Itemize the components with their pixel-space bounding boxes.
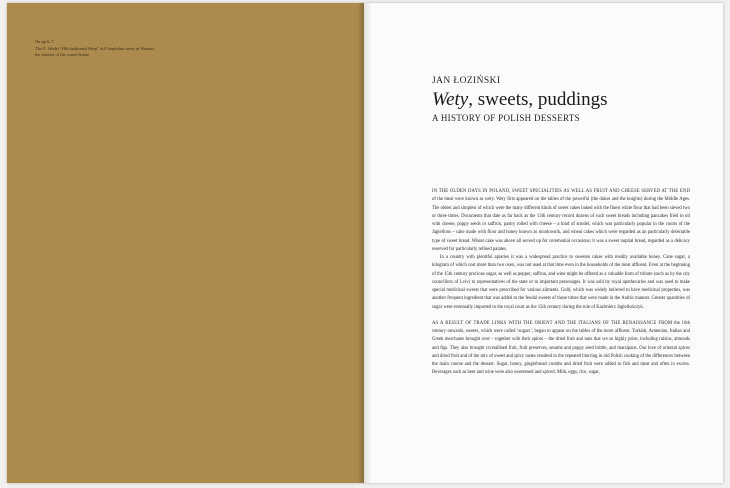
paragraph-1-lead: IN THE OLDEN DAYS IN POLAND, SWEET SPECIALITIES AS WELL AS FRUIT AND CHEESE SERVED AT THE END	[432, 189, 690, 194]
paragraph-3-lead: AS A RESULT OF TRADE LINKS WITH THE ORIENT AND THE ITALIANS OF THE RENAISSANCE FROM	[432, 320, 673, 326]
title-rest: , sweets, puddings	[468, 89, 608, 110]
body-text	[432, 188, 690, 378]
paragraph-1	[432, 188, 690, 254]
photo-caption	[35, 39, 265, 59]
caption-line: the interior of the corner house	[35, 52, 90, 58]
caption-line: The E. Wedel “Old-fashioned Shop” at 8 Szpitalna street in Warsaw,	[35, 45, 156, 51]
left-page	[7, 3, 364, 483]
page-subtitle: A HISTORY OF POLISH DESSERTS	[432, 113, 580, 123]
paragraph-2: In a country with plentiful apiaries it was a widespread practice to sweeten cakes with readily available honey. Cane sugar, a kilogram of which cost more than two oxen, was not used at that time even in the households of the most affluent. Even at the beginning of the 15th century precious sugar, as well as pepper, saffron, and wine might be offered as a valuable form of tribute (such as by the city councillors of Lviv) to representatives of the state or to important personages. It was sold by royal apothecaries and was used to make special medicinal sweets that were prescribed for various ailments. Gold, which was widely believed to have medicinal properties, was another frequent ingredient that was added to the feudal sweets of those times that were made in the Arabic manner. Greater quantities of sugar were eventually imported to the royal court as the 15th century during the rule of Kazimierz Jagiellończyk.	[432, 255, 690, 310]
book-spread	[7, 3, 723, 483]
right-page	[364, 3, 723, 483]
title-italic: Wety	[432, 89, 469, 110]
page-title	[432, 89, 608, 111]
paragraph-3-body: the 16th century onwards, sweets, which were called ‘sugars’, began to appear on the tables of the more affluent. Turkish, Armenian, Italian and Greek merchants brought over – together with their spices – the dried fruit and nuts that we so highly prize, including raisins, almonds and figs. They also brought crystallised fruit, fruit preserves, sesame and poppy seed brittle, and marzipans. Our love of oriental spices and dried fruit and of the mix of sweet and spicy tastes resulted in the repeated blurring in old Polish cooking of the differences between the main course and the dessert. Sugar, honey, gingerbread crumbs and dried fruit were added to fish and meat and often in excess. Beverages such as beer and wine were also sweetened and spiced. Milk, eggs, rice, sugar,	[432, 320, 690, 376]
paragraph-3	[432, 320, 690, 378]
author-name: JAN ŁOZIŃSKI	[432, 76, 501, 86]
paragraph-1-body: of the meal were known as wety. Wety first appeared on the tables of the powerful (the dukes and the knights) during the Middle Ages. The oldest and simplest of which were the many different kinds of sweet cakes baked with the finest white flour that had been sieved two or three times. Documents that date as far back as the 13th century record dozens of such sweet breads including pancakes fried in oil with cheese, poppy seeds or saffron, pastry rolled with cheese – a kind of strudel, which was particularly popular in the courts of the Jagiellons – cake made with flour and honey known as miodownik, and wheat cakes which were regarded as an particularly delectable type of sweet bread. Wheat cake was above all served up for ceremonial occasions; it was a sweet nuptial bread, regarded as a delicacy reserved for particularly refined palates.	[432, 197, 690, 252]
caption-line: On pp 6–7	[35, 39, 54, 44]
